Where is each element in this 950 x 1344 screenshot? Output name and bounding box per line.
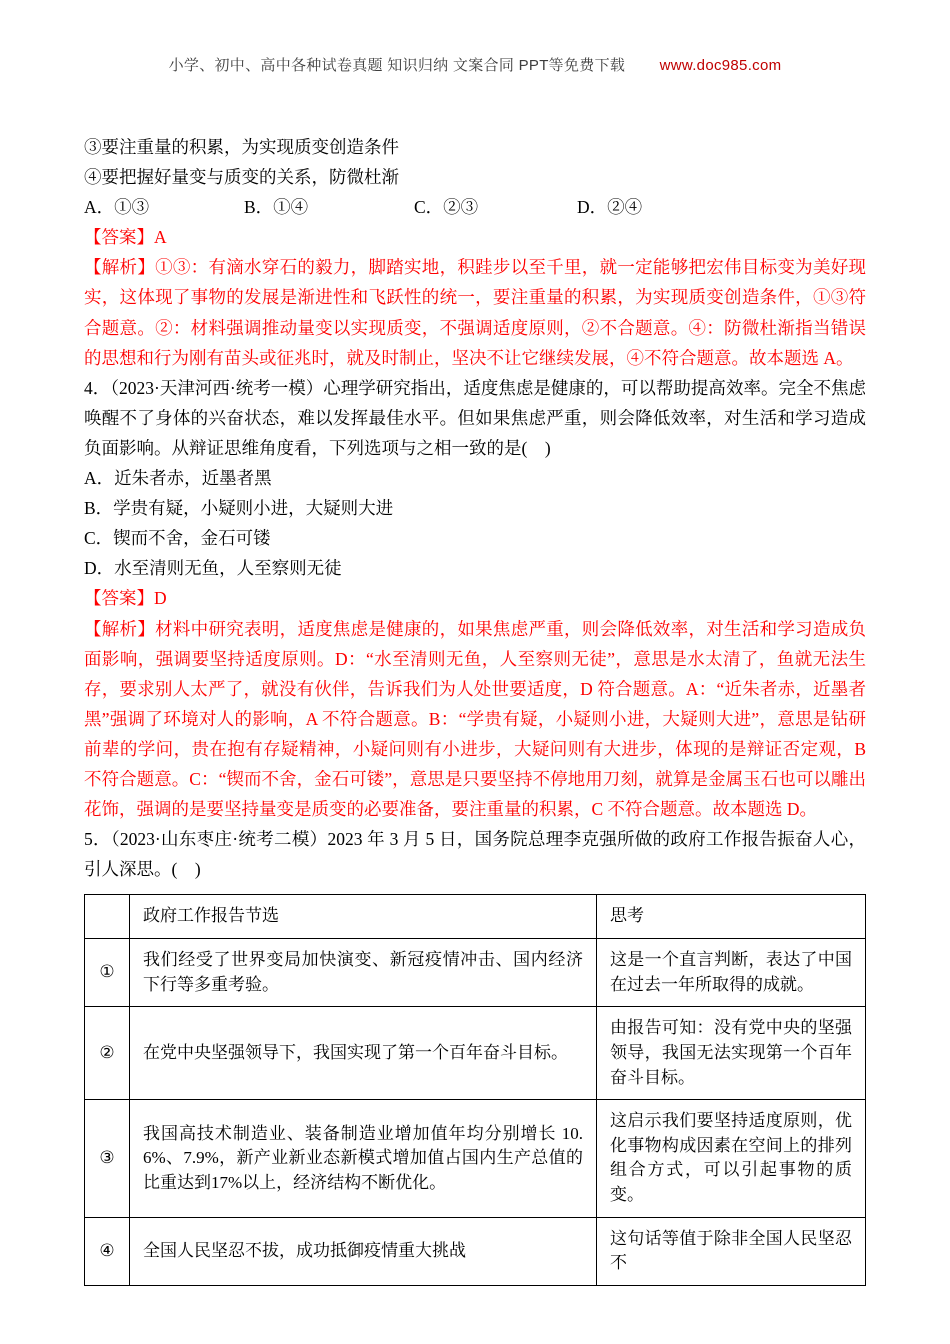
q5-table [84, 894, 866, 1286]
q4-option-a: A．近朱者赤，近墨者黑 [84, 468, 272, 489]
q3-choice-b: B．①④ [244, 197, 309, 218]
q3-analysis-text: 【解析】①③：有滴水穿石的毅力，脚踏实地，积跬步以至千里，就一定能够把宏伟目标变为美好现实，这体现了事物的发展是渐进性和飞跃性的统一，要注重量的积累，为实现质变创造条件，①③符合题意。②：材料强调推动量变以实现质变，不强调适度原则，②不合题意。④：防微杜渐指当错误的思想和行为刚有苗头或征兆时，就及时制止，坚决不让它继续发展，④不符合题意。故本题选 A。 [84, 257, 866, 368]
q5-stem: 5．（2023·山东枣庄·统考二模）2023 年 3 月 5 日，国务院总理李克强所做的政府工作报告振奋人心，引人深思。( ) [84, 829, 866, 880]
q3-statement-4: ④要把握好量变与质变的关系，防微杜渐 [84, 167, 399, 188]
q4-answer-label: 【答案】D [84, 588, 167, 609]
header-tagline: 小学、初中、高中各种试卷真题 知识归纳 文案合同 PPT等免费下载 [168, 57, 626, 74]
q5-row4-thought: 这句话等值于除非全国人民坚忍不 [597, 1217, 866, 1285]
site-header [0, 54, 950, 75]
q5-row1-thought: 这是一个直言判断，表达了中国在过去一年所取得的成就。 [597, 938, 866, 1006]
q5-row2-num: ② [85, 1007, 130, 1100]
q5-table-row-1 [85, 938, 866, 1006]
q5-table-header-row [85, 895, 866, 939]
q5-table-row-4 [85, 1217, 866, 1285]
q4-analysis-text: 【解析】材料中研究表明，适度焦虑是健康的，如果焦虑严重，则会降低效率，对生活和学习造成负面影响，强调要坚持适度原则。D：“水至清则无鱼，人至察则无徒”，意思是水太清了，鱼就无法生存，要求别人太严了，就没有伙伴，告诉我们为人处世要适度，D 符合题意。A：“近朱者赤，近墨者黑”强调了环境对人的影响，A 不符合题意。B：“学贵有疑，小疑则小进，大疑则大进”，意思是钻研前辈的学问，贵在抱有存疑精神，小疑问则有小进步，大疑问则有大进步，体现的是辩证否定观，B 不符合题意。C：“锲而不舍，金石可镂”，意思是只要坚持不停地用刀刻，就算是金属玉石也可以雕出花饰，强调的是要坚持量变是质变的必要准备，要注重量的积累，C 不符合题意。故本题选 D。 [84, 618, 866, 820]
q3-statement-3: ③要注重量的积累，为实现质变创造条件 [84, 137, 399, 157]
q5-table-row-3 [85, 1100, 866, 1218]
q5-table-header-thought: 思考 [597, 895, 866, 939]
q3-choices-row [84, 192, 866, 222]
q4-stem: 4．（2023·天津河西·统考一模）心理学研究指出，适度焦虑是健康的，可以帮助提高效率。完全不焦虑唤醒不了身体的兴奋状态，难以发挥最佳水平。但如果焦虑严重，则会降低效率，对生活和学习造成负面影响。从辩证思维角度看，下列选项与之相一致的是( ) [84, 377, 866, 458]
q5-table-header-excerpt: 政府工作报告节选 [130, 895, 597, 939]
q4-option-b: B．学贵有疑，小疑则小进，大疑则大进 [84, 498, 394, 519]
q4-option-d: D．水至清则无鱼，人至察则无徒 [84, 558, 342, 579]
q5-row2-thought: 由报告可知：没有党中央的坚强领导，我国无法实现第一个百年奋斗目标。 [597, 1007, 866, 1100]
q3-choice-c: C．②③ [414, 197, 479, 218]
q3-answer-label: 【答案】A [84, 227, 167, 248]
q5-row1-num: ① [85, 938, 130, 1006]
q5-row2-excerpt: 在党中央坚强领导下，我国实现了第一个百年奋斗目标。 [130, 1007, 597, 1100]
header-url-link[interactable]: www.doc985.com [659, 57, 782, 74]
q5-row1-excerpt: 我们经受了世界变局加快演变、新冠疫情冲击、国内经济下行等多重考验。 [130, 938, 597, 1006]
q5-row4-excerpt: 全国人民坚忍不拔，成功抵御疫情重大挑战 [130, 1217, 597, 1285]
document-content [84, 0, 866, 1286]
q5-row3-excerpt: 我国高技术制造业、装备制造业增加值年均分别增长 10.6%、7.9%，新产业新业态新模式增加值占国内生产总值的比重达到17%以上，经济结构不断优化。 [130, 1100, 597, 1218]
q4-option-c: C．锲而不舍，金石可镂 [84, 528, 271, 549]
q5-row4-num: ④ [85, 1217, 130, 1285]
q5-table-row-2 [85, 1007, 866, 1100]
q5-row3-thought: 这启示我们要坚持适度原则，优化事物构成因素在空间上的排列组合方式，可以引起事物的质变。 [597, 1100, 866, 1218]
q5-table-corner-cell [85, 895, 130, 939]
q3-choice-a: A．①③ [84, 197, 150, 218]
q3-choice-d: D．②④ [577, 197, 643, 218]
q5-row3-num: ③ [85, 1100, 130, 1218]
